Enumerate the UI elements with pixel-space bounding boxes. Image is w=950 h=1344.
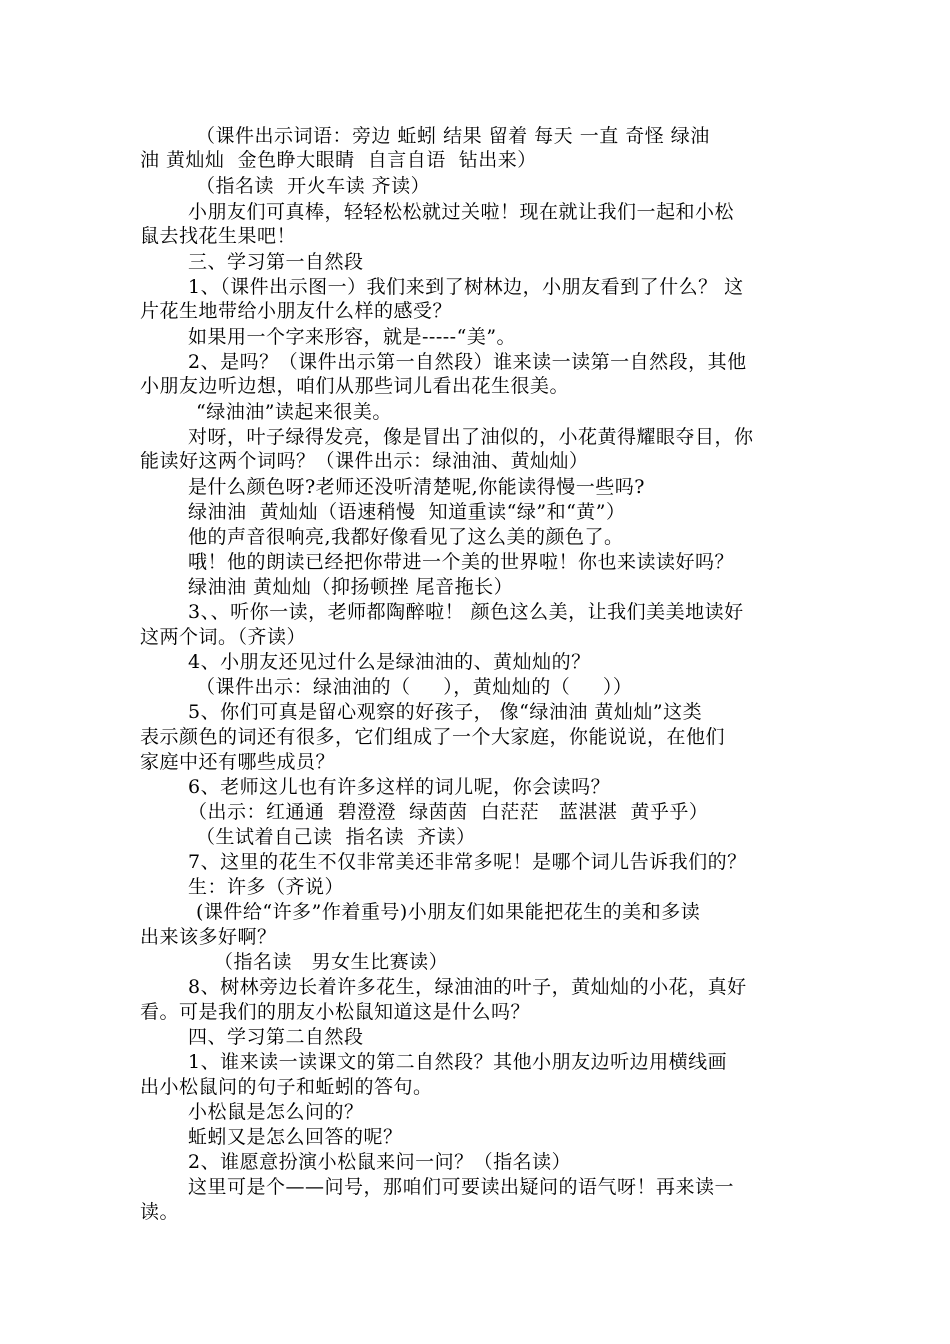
text-line: 出来该多好啊？ bbox=[140, 926, 277, 948]
text-line: （指名读 男女生比赛读） bbox=[214, 951, 449, 973]
text-line: 3、、听你一读，老师都陶醉啦！ 颜色这么美，让我们美美地读好 bbox=[188, 601, 744, 623]
text-line: 能读好这两个词吗？（课件出示：绿油油、黄灿灿） bbox=[140, 450, 589, 472]
text-line: 油 黄灿灿 金色睁大眼睛 自言自语 钻出来） bbox=[140, 149, 537, 171]
text-line: 8、树林旁边长着许多花生，绿油油的叶子，黄灿灿的小花，真好 bbox=[188, 976, 747, 998]
text-line: （课件出示词语：旁边 蚯蚓 结果 留着 每天 一直 奇怪 绿油 bbox=[196, 125, 710, 147]
text-line: 这两个词。（齐读） bbox=[140, 626, 307, 648]
section-heading: 三、学习第一自然段 bbox=[188, 251, 364, 273]
text-line: 小朋友们可真棒，轻轻松松就过关啦！现在就让我们一起和小松 bbox=[188, 201, 735, 223]
text-line: 出小松鼠问的句子和蚯蚓的答句。 bbox=[140, 1076, 433, 1098]
text-line: “绿油油”读起来很美。 bbox=[196, 401, 392, 423]
text-line: 他的声音很响亮,我都好像看见了这么美的颜色了。 bbox=[188, 526, 624, 548]
text-line: 5、你们可真是留心观察的好孩子， 像“绿油油 黄灿灿”这类 bbox=[188, 701, 703, 723]
text-line: 蚯蚓又是怎么回答的呢？ bbox=[188, 1126, 403, 1148]
text-line: 片花生地带给小朋友什么样的感受？ bbox=[140, 300, 453, 322]
text-line: (课件给“许多”作着重号)小朋友们如果能把花生的美和多读 bbox=[196, 901, 701, 923]
text-line: 表示颜色的词还有很多，它们组成了一个大家庭，你能说说，在他们 bbox=[140, 726, 726, 748]
text-line: 小松鼠是怎么问的？ bbox=[188, 1101, 364, 1123]
text-line: 如果用一个字来形容，就是-----“美”。 bbox=[188, 326, 517, 348]
text-line: 2、是吗？（课件出示第一自然段）谁来读一读第一自然段，其他 bbox=[188, 351, 747, 373]
text-line: 是什么颜色呀?老师还没听清楚呢,你能读得慢一些吗? bbox=[188, 476, 645, 498]
text-line: （出示：红通通 碧澄澄 绿茵茵 白茫茫 蓝湛湛 黄乎乎） bbox=[188, 801, 709, 823]
text-line: 对呀，叶子绿得发亮，像是冒出了油似的，小花黄得耀眼夺目，你 bbox=[188, 426, 754, 448]
text-line: 7、这里的花生不仅非常美还非常多呢！是哪个词儿告诉我们的？ bbox=[188, 851, 747, 873]
text-line: 4、小朋友还见过什么是绿油油的、黄灿灿的？ bbox=[188, 651, 591, 673]
text-line: 2、谁愿意扮演小松鼠来问一问？（指名读） bbox=[188, 1151, 572, 1173]
text-line: 哦！他的朗读已经把你带进一个美的世界啦！你也来读读好吗？ bbox=[188, 551, 735, 573]
text-line: 这里可是个——问号，那咱们可要读出疑问的语气呀！再来读一 bbox=[188, 1176, 735, 1198]
text-line: （生试着自己读 指名读 齐读） bbox=[196, 826, 476, 848]
text-line: （课件出示：绿油油的（ ），黄灿灿的（ ）） bbox=[196, 676, 633, 698]
text-line: 1、（课件出示图一）我们来到了树林边，小朋友看到了什么？ 这 bbox=[188, 276, 744, 298]
text-line: 家庭中还有哪些成员？ bbox=[140, 751, 336, 773]
text-line: 绿油油 黄灿灿（抑扬顿挫 尾音拖长） bbox=[188, 576, 514, 598]
text-line: 6、老师这儿也有许多这样的词儿呢，你会读吗？ bbox=[188, 776, 611, 798]
text-line: 小朋友边听边想，咱们从那些词儿看出花生很美。 bbox=[140, 375, 570, 397]
text-line: （指名读 开火车读 齐读） bbox=[196, 175, 431, 197]
text-line: 绿油油 黄灿灿（语速稍慢 知道重读“绿”和“黄”） bbox=[188, 501, 626, 523]
section-heading: 四、学习第二自然段 bbox=[188, 1026, 364, 1048]
text-line: 读。 bbox=[140, 1201, 180, 1223]
text-line: 鼠去找花生果吧！ bbox=[140, 225, 297, 247]
text-line: 1、谁来读一读课文的第二自然段？其他小朋友边听边用横线画 bbox=[188, 1051, 728, 1073]
text-line: 生：许多（齐说） bbox=[188, 876, 345, 898]
text-line: 看。可是我们的朋友小松鼠知道这是什么吗？ bbox=[140, 1001, 531, 1023]
